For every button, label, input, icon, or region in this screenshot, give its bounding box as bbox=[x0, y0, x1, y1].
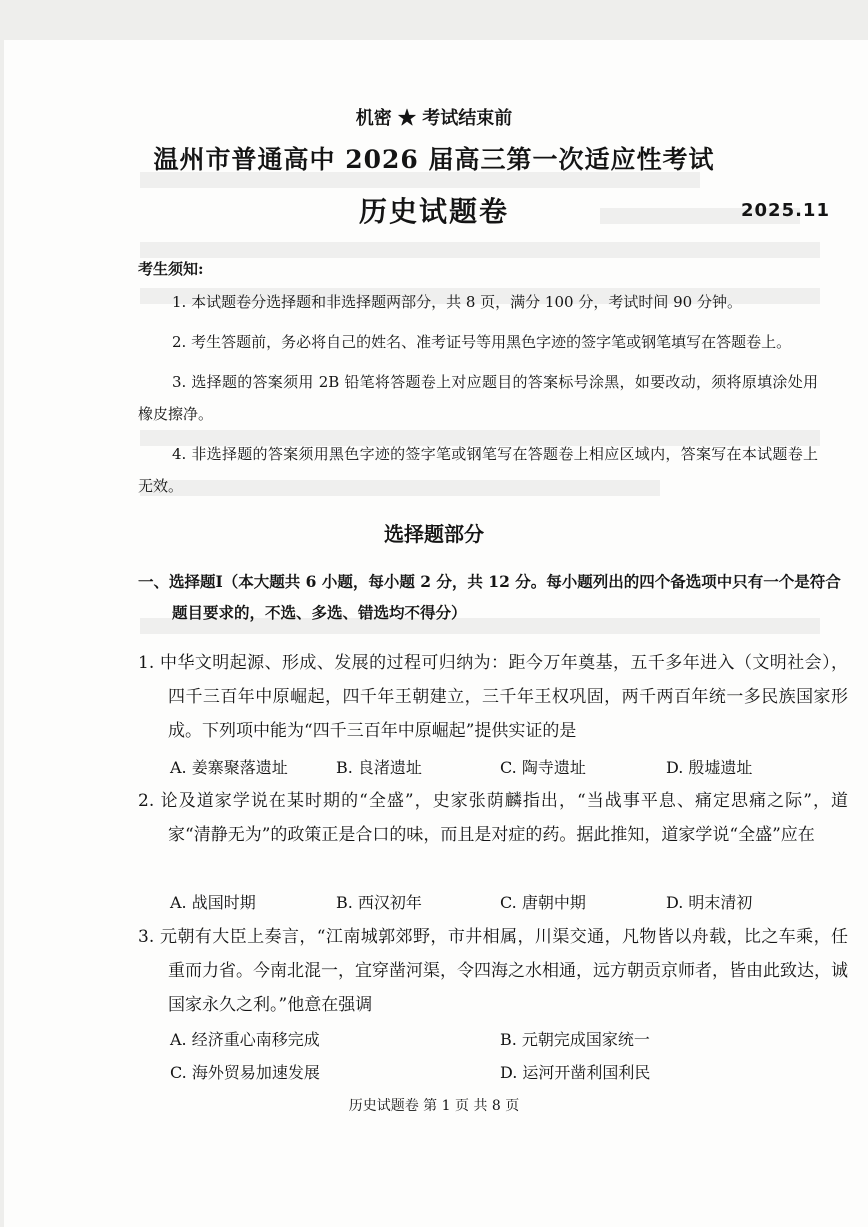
option-b: B. 西汉初年 bbox=[336, 893, 422, 912]
option-c: C. 唐朝中期 bbox=[500, 893, 586, 912]
notice-item: 1. 本试题卷分选择题和非选择题两部分，共 8 页，满分 100 分，考试时间 90 分钟。 bbox=[172, 293, 742, 311]
notice-item: 3. 选择题的答案须用 2B 铅笔将答题卷上对应题目的答案标号涂黑，如要改动，须将原填涂处用橡皮擦净。 bbox=[138, 373, 818, 423]
option-b: B. 良渚遗址 bbox=[336, 758, 422, 777]
option-a: A. 经济重心南移完成 bbox=[170, 1030, 320, 1049]
question-stem: 1. 中华文明起源、形成、发展的过程可归纳为：距今万年奠基，五千多年进入（文明社会），四千三百年中原崛起，四千年王朝建立，三千年王权巩固，两千两百年统一多民族国家形成。下列项中能为“四千三百年中原崛起”提供实证的是 bbox=[138, 653, 848, 741]
notice-heading: 考生须知: bbox=[138, 260, 204, 278]
exam-title: 温州市普通高中 2026 届高三第一次适应性考试 bbox=[153, 145, 715, 174]
confidential-mark: 机密 ★ 考试结束前 bbox=[355, 108, 513, 129]
question-stem: 3. 元朝有大臣上奏言，“江南城郭郊野，市井相属，川渠交通，凡物皆以舟载，比之车乘，任重而力省。今南北混一，宜穿凿河渠，令四海之水相通，远方朝贡京师者，皆由此致达，诚国家永久之利。”他意在强调 bbox=[138, 927, 848, 1015]
page-footer: 历史试题卷 第 1 页 共 8 页 bbox=[348, 1098, 520, 1114]
question-stem: 2. 论及道家学说在某时期的“全盛”，史家张荫麟指出，“当战事平息、痛定思痛之际”，道家“清静无为”的政策正是合口的味，而且是对症的药。据此推知，道家学说“全盛”应在 bbox=[138, 791, 848, 845]
paper-subtitle: 历史试题卷 bbox=[358, 195, 509, 228]
notice-item: 4. 非选择题的答案须用黑色字迹的签字笔或钢笔写在答题卷上相应区域内，答案写在本试题卷上无效。 bbox=[138, 445, 818, 495]
option-d: D. 明末清初 bbox=[666, 893, 753, 912]
option-c: C. 陶寺遗址 bbox=[500, 758, 586, 777]
notice-item: 2. 考生答题前，务必将自己的姓名、准考证号等用黑色字迹的签字笔或钢笔填写在答题卷上。 bbox=[172, 333, 792, 351]
option-b: B. 元朝完成国家统一 bbox=[500, 1030, 650, 1049]
option-d: D. 运河开凿利国利民 bbox=[500, 1063, 651, 1082]
option-a: A. 战国时期 bbox=[170, 893, 256, 912]
exam-date: 2025.11 bbox=[741, 200, 830, 221]
part-instructions: 一、选择题Ⅰ（本大题共 6 小题，每小题 2 分，共 12 分。每小题列出的四个备选项中只有一个是符合题目要求的，不选、多选、错选均不得分） bbox=[138, 572, 841, 622]
section-title: 选择题部分 bbox=[384, 522, 484, 546]
option-d: D. 殷墟遗址 bbox=[666, 758, 753, 777]
option-a: A. 姜寨聚落遗址 bbox=[170, 758, 288, 777]
option-c: C. 海外贸易加速发展 bbox=[170, 1063, 320, 1082]
